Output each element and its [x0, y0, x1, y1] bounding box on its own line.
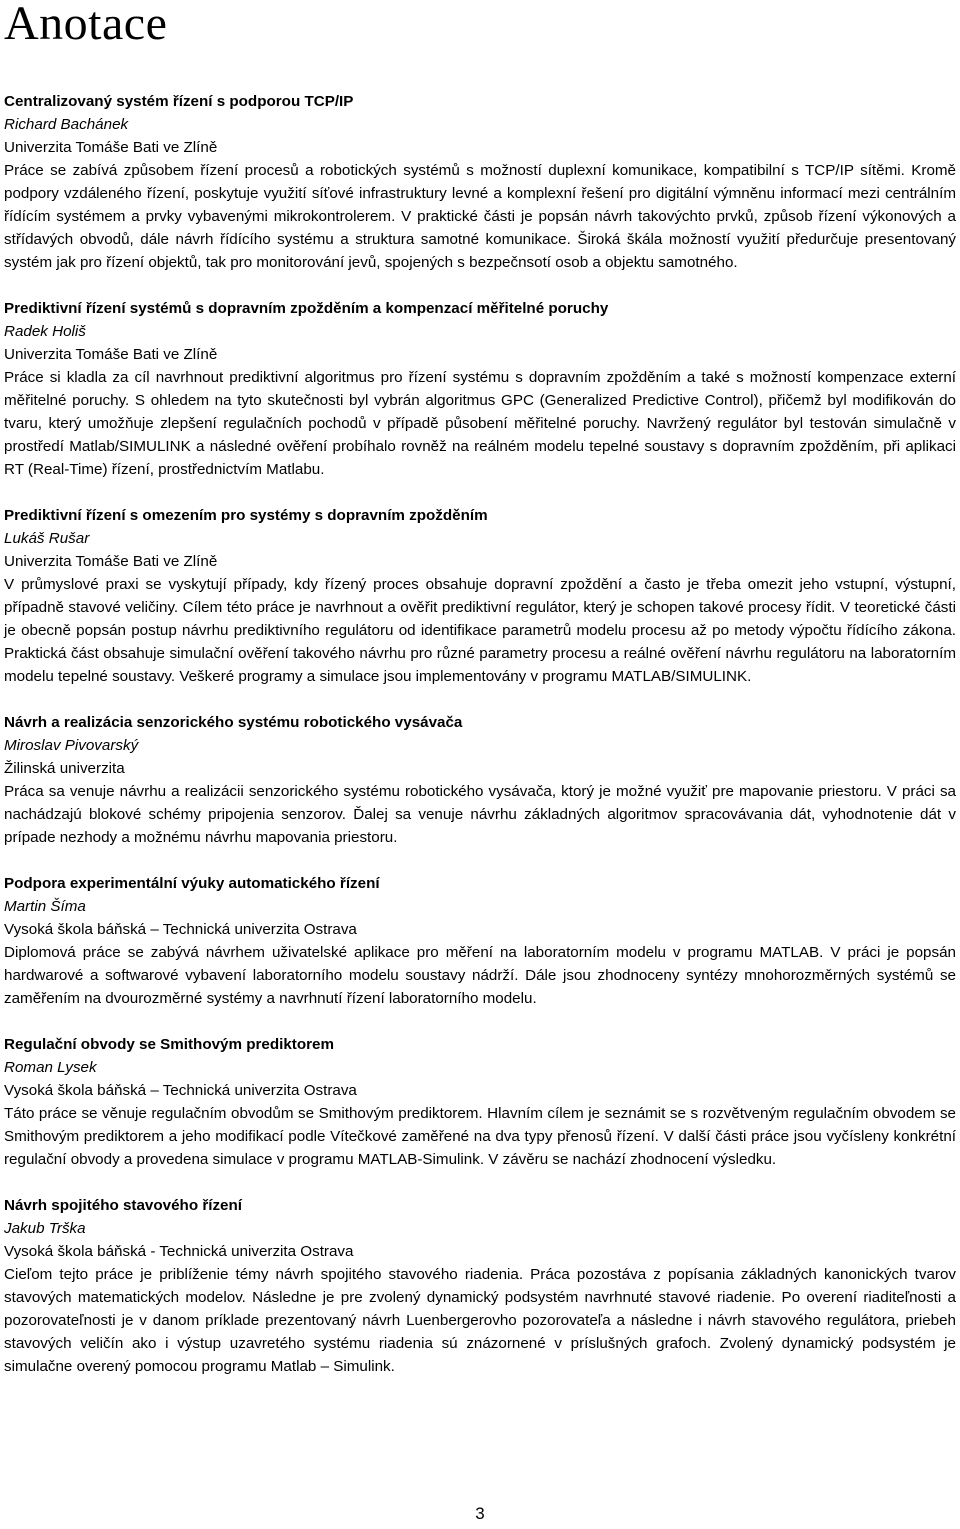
abstract-author: Jakub Trška — [4, 1220, 86, 1237]
abstract-text: Práce si kladla za cíl navrhnout prediktivní algoritmus pro řízení systému s dopravním zpožděním a také s možností kompenzace externí měřitelné poruchy. S ohledem na tyto skutečnosti byl vybrán algoritmus GPC (Generalized Predictive Control), přičemž byl modifikován do tvaru, který umožňuje zlepšení regulačních pochodů v případě působení měřitelné poruchy. Navržený regulátor byl testován simulačně v prostředí Matlab/SIMULINK a následné ověření probíhalo rovněž na reálném modelu tepelné soustavy s dopravním zpožděním, při aplikaci RT (Real-Time) řízení, prostřednictvím Matlabu. — [4, 369, 956, 478]
abstract-author: Roman Lysek — [4, 1059, 97, 1076]
document-page — [4, 0, 956, 1401]
abstract-affiliation: Žilinská univerzita — [4, 760, 125, 777]
abstract-affiliation: Vysoká škola báňská - Technická univerzita Ostrava — [4, 1243, 354, 1260]
abstract-entry — [4, 504, 956, 688]
abstract-title: Regulační obvody se Smithovým prediktorem — [4, 1036, 334, 1053]
abstract-author: Miroslav Pivovarský — [4, 737, 139, 754]
page-number: 3 — [475, 1504, 485, 1523]
abstract-author: Lukáš Rušar — [4, 530, 90, 547]
abstract-affiliation: Univerzita Tomáše Bati ve Zlíně — [4, 346, 218, 363]
abstract-author: Martin Šíma — [4, 898, 86, 915]
abstract-title: Podpora experimentální výuky automatického řízení — [4, 875, 380, 892]
abstract-title: Návrh spojitého stavového řízení — [4, 1197, 242, 1214]
abstract-affiliation: Vysoká škola báňská – Technická univerzita Ostrava — [4, 921, 357, 938]
abstract-title: Návrh a realizácia senzorického systému robotického vysávača — [4, 714, 463, 731]
abstract-text: Táto práce se věnuje regulačním obvodům se Smithovým prediktorem. Hlavním cílem je seznámit se s rozvětveným regulačním obvodem se Smithovým prediktorem a jeho modifikací podle Vítečkové zaměřené na dva typy přenosů řízení. V další části práce jsou vyčísleny konkrétní regulační obvody a provedena simulace v programu MATLAB-Simulink. V závěru se nachází zhodnocení výsledku. — [4, 1105, 956, 1168]
abstract-affiliation: Univerzita Tomáše Bati ve Zlíně — [4, 139, 218, 156]
abstract-text: Práca sa venuje návrhu a realizácii senzorického systému robotického vysávača, ktorý je možné využiť pre mapovanie priestoru. V práci sa nachádzajú blokové schémy pripojenia senzorov. Ďalej sa venuje návrhu základných algoritmov spracovávania dát, vyhodnotenie dát v prípade nezhody a možnému návrhu mapovania priestoru. — [4, 783, 956, 846]
abstract-entry — [4, 1033, 956, 1171]
abstract-list — [4, 90, 956, 1378]
abstract-text: Cieľom tejto práce je priblíženie témy návrh spojitého stavového riadenia. Práca pozostáva z popísania základných kanonických tvarov stavových matematických modelov. Následne je pre zvolený dynamický podsystém navrhnuté stavové riadenie. Po overení riaditeľnosti a pozorovateľnosti je v danom príklade prezentovaný návrh Luenbergerovho pozorovateľa a následne i návrh stavového regulátora, priebeh stavových veličín ako i výstup uzavretého systému riadenia sú znázornené v príslušných grafoch. Zvolený dynamický podsystém je simulačne overený pomocou programu Matlab – Simulink. — [4, 1266, 956, 1375]
abstract-entry — [4, 872, 956, 1010]
abstract-entry — [4, 711, 956, 849]
abstract-text: Práce se zabívá způsobem řízení procesů a robotických systémů s možností duplexní komunikace, kompatibilní s TCP/IP sítěmi. Kromě podpory vzdáleného řízení, poskytuje využití síťové infrastruktury levné a komplexní řešení pro digitální výmněnu informací mezi centrálním řídícím systémem a prvky vybavenými mikrokontrolerem. V praktické části je popsán návrh takovýchto prvků, způsob řízení výkonových a střídavých obvodů, dále návrh řídícího systému a struktura samotné komunikace. Široká škála možností využití předurčuje presentovaný systém jak pro řízení objektů, tak pro monitorování jevů, spojených s bezpečnsotí osob a objektu samotného. — [4, 162, 956, 271]
abstract-author: Richard Bachánek — [4, 116, 129, 133]
abstract-title: Prediktivní řízení s omezením pro systémy s dopravním zpožděním — [4, 507, 488, 524]
abstract-affiliation: Vysoká škola báňská – Technická univerzita Ostrava — [4, 1082, 357, 1099]
abstract-entry — [4, 297, 956, 481]
abstract-title: Prediktivní řízení systémů s dopravním zpožděním a kompenzací měřitelné poruchy — [4, 300, 609, 317]
abstract-title: Centralizovaný systém řízení s podporou TCP/IP — [4, 93, 354, 110]
abstract-text: Diplomová práce se zabývá návrhem uživatelské aplikace pro měření na laboratorním modelu v programu MATLAB. V práci je popsán hardwarové a softwarové vybavení laboratorního modelu soustavy nádrží. Dále jsou zhodnoceny syntézy mnohorozměrných systémů se zaměřením na dvourozměrné systémy a navrhnutí řízení laboratorního modelu. — [4, 944, 956, 1007]
abstract-text: V průmyslové praxi se vyskytují případy, kdy řízený proces obsahuje dopravní zpoždění a často je třeba omezit jeho vstupní, výstupní, případně stavové veličiny. Cílem této práce je navrhnout a ověřit prediktivní regulátor, který je schopen takové procesy řídit. V teoretické části je obecně popsán postup návrhu prediktivního regulátoru od identifikace parametrů modelu procesu až po metody výpočtu řídícího zákona. Praktická část obsahuje simulační ověření takového návrhu pro různé parametry procesu a reálné ověření návrhu regulátoru na laboratorním modelu tepelné soustavy. Veškeré programy a simulace jsou implementovány v programu MATLAB/SIMULINK. — [4, 576, 956, 685]
abstract-entry — [4, 90, 956, 274]
abstract-author: Radek Holiš — [4, 323, 86, 340]
abstract-entry — [4, 1194, 956, 1378]
abstract-affiliation: Univerzita Tomáše Bati ve Zlíně — [4, 553, 218, 570]
page-title: Anotace — [4, 0, 168, 50]
